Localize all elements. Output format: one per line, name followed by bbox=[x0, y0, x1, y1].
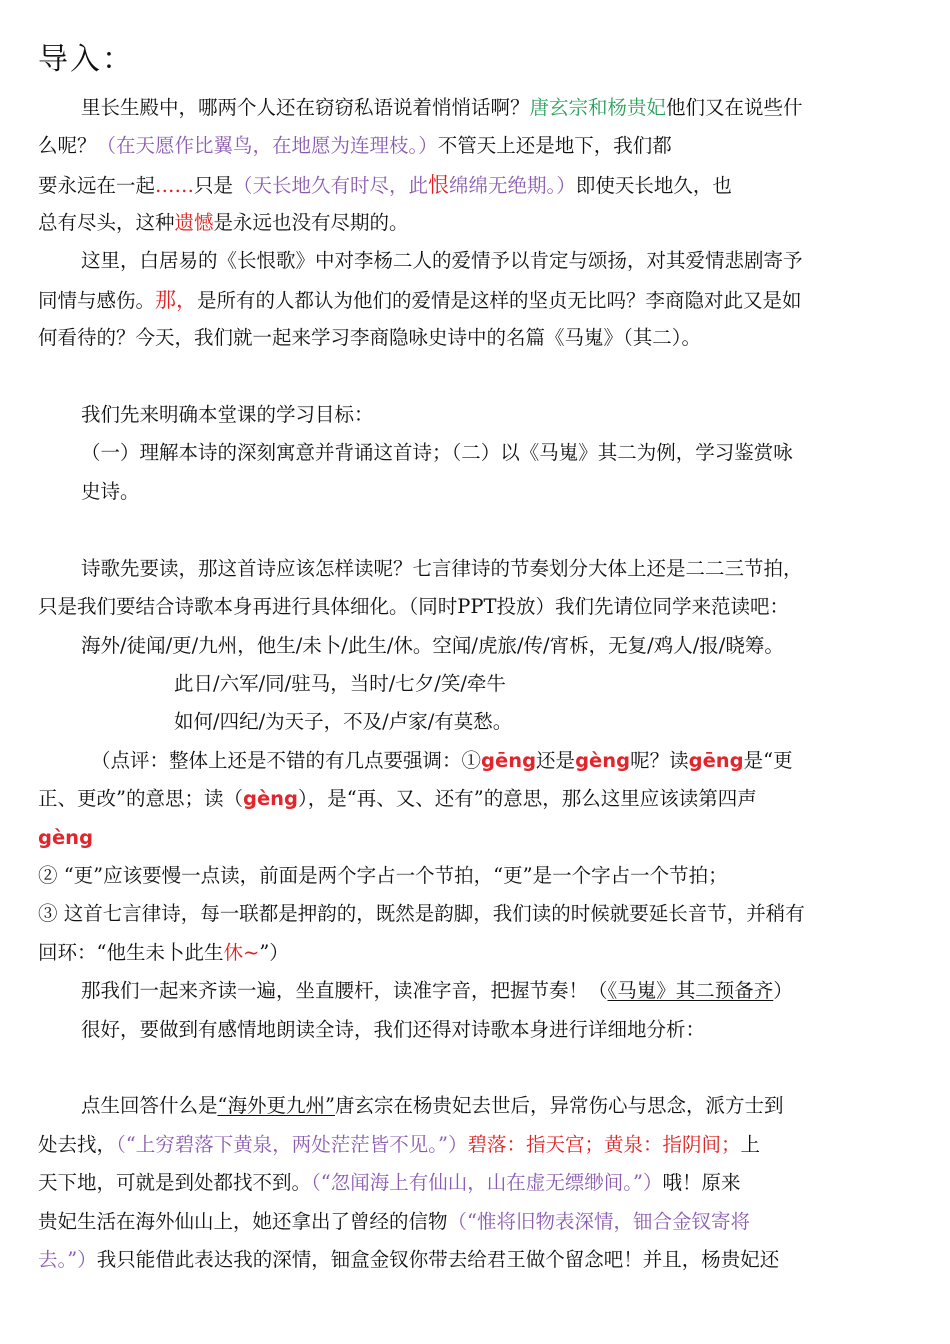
text-segment: 正、更改”的意思；读（ bbox=[38, 787, 243, 810]
text-segment: 回环：“他生未卜此生 bbox=[38, 941, 224, 964]
text-line bbox=[38, 787, 757, 811]
text-segment: 他们又在说些什 bbox=[666, 96, 803, 119]
text-segment: gēng bbox=[481, 749, 537, 772]
text-segment: 何看待的？今天，我们就一起来学习李商隐咏史诗中的名篇《马嵬》（其二）。 bbox=[38, 326, 702, 349]
text-segment: 即使天长地久，也 bbox=[575, 174, 732, 197]
text-segment: 天下地，可就是到处都找不到。 bbox=[38, 1171, 312, 1194]
text-segment: 唐玄宗和杨贵妃 bbox=[529, 96, 667, 119]
text-segment: 如何/四纪/为天子，不及/卢家/有莫愁。 bbox=[174, 710, 513, 733]
text-line bbox=[81, 96, 803, 120]
text-segment: 是永远也没有尽期的。 bbox=[213, 211, 409, 234]
text-segment: 去。”） bbox=[38, 1248, 97, 1271]
text-segment: 那， bbox=[155, 288, 198, 312]
text-segment: 此日/六军/同/驻马，当时/七夕/笑/牵牛 bbox=[174, 672, 506, 695]
text-line bbox=[38, 1248, 779, 1272]
text-segment: ② “更”应该要慢一点读，前面是两个字占一个节拍，“更”是一个字占一个节拍； bbox=[38, 864, 728, 887]
text-segment: 么呢？ bbox=[38, 134, 97, 157]
text-line bbox=[38, 1133, 760, 1157]
text-segment: 点生回答什么是 bbox=[81, 1094, 218, 1117]
text-segment: 呢？读 bbox=[630, 749, 689, 772]
text-line bbox=[81, 557, 803, 581]
text-segment: （点评：整体上还是不错的有几点要强调：① bbox=[91, 749, 482, 772]
text-segment: ③ 这首七言律诗，每一联都是押韵的，既然是韵脚，我们读的时候就要延长音节，并稍有 bbox=[38, 902, 805, 925]
text-segment: 我们先来明确本堂课的学习目标： bbox=[81, 403, 374, 426]
text-line bbox=[81, 1094, 783, 1118]
text-line bbox=[81, 441, 793, 465]
text-segment: 上 bbox=[740, 1133, 760, 1156]
text-segment: 《马嵬》其二预备齐 bbox=[607, 979, 774, 1002]
text-segment: ） bbox=[773, 979, 793, 1002]
text-segment: 恨 bbox=[428, 173, 450, 197]
text-line bbox=[38, 288, 802, 313]
text-segment: 海外/徒闻/更/九州，他生/未卜/此生/休。空闻/虎旅/传/宵柝，无复/鸡人/报/晓筹。 bbox=[81, 634, 784, 657]
text-line bbox=[38, 826, 93, 850]
text-segment: 遗憾 bbox=[174, 211, 214, 234]
text-segment: gèng bbox=[38, 826, 94, 849]
text-line bbox=[38, 1210, 750, 1234]
text-segment: “海外更九州” bbox=[217, 1094, 335, 1117]
text-segment: 不管天上还是地下，我们都 bbox=[437, 134, 672, 157]
text-segment: 只是我们要结合诗歌本身再进行具体细化。（同时PPT投放）我们先请位同学来范读吧： bbox=[38, 595, 789, 618]
text-segment: gèng bbox=[242, 787, 299, 810]
text-segment: gèng bbox=[575, 749, 631, 772]
text-segment: 休~ bbox=[223, 941, 260, 964]
text-segment: 唐玄宗在杨贵妃去世后，异常伤心与思念，派方士到 bbox=[334, 1094, 784, 1117]
text-segment: 这里，白居易的《长恨歌》中对李杨二人的爱情予以肯定与颂扬，对其爱情悲剧寄予 bbox=[81, 249, 803, 272]
text-segment: 绵绵无绝期。） bbox=[449, 174, 576, 197]
text-line bbox=[81, 480, 140, 504]
text-segment: （一）理解本诗的深刻寓意并背诵这首诗；（二）以《马嵬》其二为例，学习鉴赏咏 bbox=[81, 441, 793, 464]
text-segment: 同情与感伤。 bbox=[38, 289, 156, 312]
text-line bbox=[38, 173, 732, 198]
text-segment: 只是 bbox=[194, 174, 234, 197]
text-segment: 诗歌先要读，那这首诗应该怎样读呢？七言律诗的节奏划分大体上还是二二三节拍， bbox=[81, 557, 803, 580]
text-line bbox=[174, 710, 512, 734]
text-segment: ），是“再、又、还有”的意思，那么这里应该读第四声 bbox=[298, 787, 757, 810]
text-segment: 我只能借此表达我的深情，钿盒金钗你带去给君王做个留念吧！并且，杨贵妃还 bbox=[96, 1248, 780, 1271]
text-segment: 要永远在一起 bbox=[38, 174, 156, 197]
text-line bbox=[38, 941, 289, 965]
text-line bbox=[38, 1171, 740, 1195]
text-segment: 还是 bbox=[536, 749, 576, 772]
text-line bbox=[81, 1018, 705, 1042]
text-segment: 总有尽头，这种 bbox=[38, 211, 175, 234]
text-line bbox=[38, 326, 701, 350]
text-segment: gēng bbox=[688, 749, 744, 772]
text-line bbox=[81, 979, 793, 1003]
text-segment: （“忽闻海上有仙山，山在虚无缥缈间。”） bbox=[311, 1171, 663, 1194]
text-line bbox=[81, 634, 784, 658]
text-segment: …… bbox=[155, 174, 195, 197]
text-segment: 哦！原来 bbox=[662, 1171, 741, 1194]
text-line bbox=[38, 864, 728, 888]
text-line bbox=[38, 211, 409, 235]
text-segment: 处去找， bbox=[38, 1133, 117, 1156]
text-segment: 里长生殿中，哪两个人还在窃窃私语说着悄悄话啊？ bbox=[81, 96, 530, 119]
text-segment: 很好，要做到有感情地朗读全诗，我们还得对诗歌本身进行详细地分析： bbox=[81, 1018, 706, 1041]
text-segment: 碧落：指天宫；黄泉：指阴间； bbox=[467, 1133, 741, 1156]
text-line bbox=[174, 672, 506, 696]
text-segment: （“上穷碧落下黄泉，两处茫茫皆不见。”） bbox=[116, 1133, 468, 1156]
text-segment: 是“更 bbox=[743, 749, 793, 772]
text-segment: 是所有的人都认为他们的爱情是这样的坚贞无比吗？李商隐对此又是如 bbox=[197, 289, 802, 312]
text-segment: （“惟将旧物表深情，钿合金钗寄将 bbox=[447, 1210, 750, 1233]
text-segment: 那我们一起来齐读一遍，坐直腰杆，读准字音，把握节奏！（ bbox=[81, 979, 608, 1002]
text-line bbox=[38, 134, 672, 158]
text-line bbox=[81, 249, 803, 273]
text-line bbox=[38, 902, 805, 926]
text-line bbox=[81, 403, 374, 427]
text-segment: （天长地久有时尽，此 bbox=[233, 174, 429, 197]
text-line bbox=[38, 595, 789, 619]
text-segment: （在天愿作比翼鸟，在地愿为连理枝。） bbox=[96, 134, 438, 157]
text-segment: 史诗。 bbox=[81, 480, 140, 503]
text-segment: 贵妃生活在海外仙山上，她还拿出了曾经的信物 bbox=[38, 1210, 448, 1233]
text-segment: ”） bbox=[259, 941, 289, 964]
page-title: 导入： bbox=[38, 42, 134, 77]
text-line bbox=[91, 749, 793, 773]
